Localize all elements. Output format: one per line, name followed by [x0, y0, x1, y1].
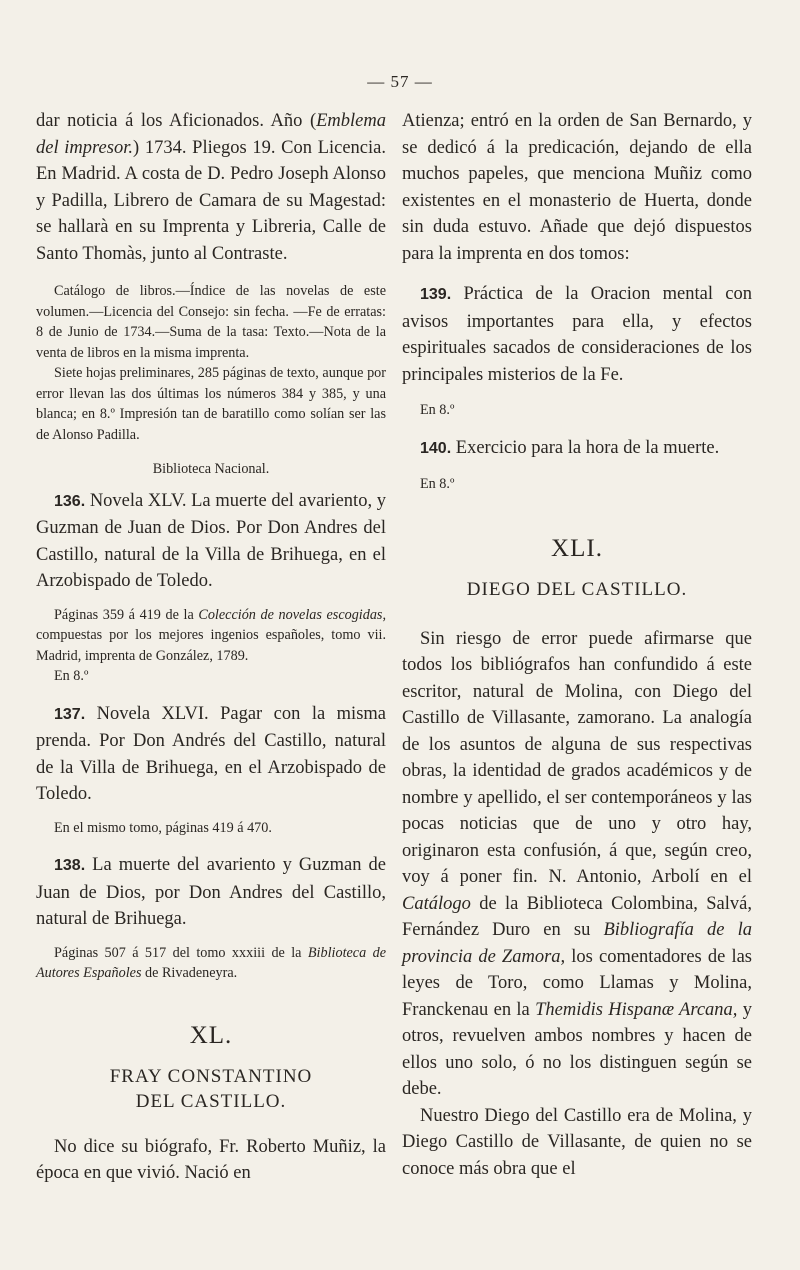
left-column: [36, 108, 386, 1187]
text-run: ) 1734. Pliegos 19. Con Licencia. En Madrid. A costa de D. Pedro Joseph Alonso y Padilla, Librero de Camara de su Magestad: se hallarà en su Imprenta y Libreria, Calle de Santo Thomàs, junto al Contraste.: [36, 137, 386, 264]
italic-run: Colección de novelas escogidas,: [198, 606, 386, 623]
paragraph: Atienza; entró en la orden de San Bernardo, y se dedicó á la predicación, dejando de ella muchos papeles, que menciona Muñiz como existentes en el monasterio de Huerta, donde sin duda estuvo. Añade que dejó dispuestos para la imprenta en dos tomos:: [402, 111, 752, 264]
italic-run: Themidis Hispanæ Arcana,: [535, 999, 738, 1020]
paragraph: Nuestro Diego del Castillo era de Molina, y Diego Castillo de Villasante, de quien no se conoce más obra que el: [402, 1105, 752, 1179]
text-run: Páginas 507 á 517 del tomo xxxiii de la: [54, 944, 308, 961]
entry-title: Exercicio para la hora de la muerte.: [455, 437, 720, 458]
paragraph: No dice su biógrafo, Fr. Roberto Muñiz, la época en que vivió. Nació en: [36, 1136, 386, 1183]
entry-139: [402, 281, 752, 388]
note-paragraph: Catálogo de libros.—Índice de las novelas de este volumen.—Licencia del Consejo: sin fecha. —Fe de erratas: 8 de Junio de 1734.—Suma de la tasa: Texto.—Nota de la venta de libros en la misma imprenta.: [36, 283, 386, 361]
text-run: de la Biblioteca Colombina, Salvá, Fernández Duro en su: [402, 893, 752, 940]
text-run: dar noticia á los Aficionados. Año (: [36, 111, 317, 131]
entry-number: 139.: [420, 286, 452, 303]
italic-run: Emblema del impresor.: [36, 111, 386, 158]
entry-137: [36, 701, 386, 808]
italic-run: Catálogo: [402, 893, 471, 914]
note-paragraph: [36, 943, 386, 984]
text-run: compuestas por los mejores ingenios españoles, tomo vii. Madrid, imprenta de González, 1789.: [36, 627, 386, 664]
entry-title: Novela XLV. La muerte del avariento, y Guzman de Juan de Dios. Por Don Andres del Castillo, natural de la Villa de Brihuega, en el Arzobispado de Toledo.: [36, 490, 386, 591]
entry-number: 136.: [54, 492, 86, 510]
text-run: y otros, revuelven ambos nombres y hacen de ellos uno solo, ó no los distinguen según se debe.: [402, 999, 752, 1099]
entry-number: 138.: [54, 857, 86, 874]
note-paragraph: Siete hojas preliminares, 285 páginas de texto, aunque por error llevan las dos últimas los números 384 y 385, y una blanca; en 8.º Impresión tan de baratillo como solían ser las de Alonso Padilla.: [36, 365, 386, 443]
entry-number: 140.: [420, 439, 452, 457]
note-paragraph: [36, 605, 386, 667]
page-number: — 57 —: [367, 72, 433, 91]
italic-run: Bibliografía de la provincia de Zamora,: [402, 920, 752, 967]
section-heading: DIEGO DEL CASTILLO.: [466, 578, 688, 600]
entry-title: Práctica de la Oracion mental con avisos importantes para ella, y efectos espirituales sacados de consideraciones de los principales misterios de la Fe.: [402, 284, 752, 385]
text-run: Sin riesgo de error puede afirmarse que todos los bibliógrafos han confundido á este escritor, natural de Molina, con Diego del Castillo de Villasante, zamorano. La analogía de los asuntos de alguna de sus respectivas obras, la identidad de grados académicos y de nombre y apellido, el ser contemporáneos y las pocas noticias que de uno y otro hay, originaron esta confusión, á que, según creo, voy á poner fin. N. Antonio, Arbolí en el: [402, 628, 752, 887]
format-note: En 8.º: [420, 402, 455, 418]
right-column: [402, 108, 752, 1182]
section-number-xli: XLI.: [551, 534, 603, 562]
entry-136: [36, 488, 386, 595]
section-heading-line1: FRAY CONSTANTINO: [109, 1065, 313, 1087]
library-note: Biblioteca Nacional.: [152, 461, 270, 477]
entry-138: [36, 852, 386, 933]
note-paragraph: En el mismo tomo, páginas 419 á 470.: [54, 819, 272, 836]
entry-title: Novela XLVI. Pagar con la misma prenda. Por Don Andrés del Castillo, natural de la Villa de Brihuega, en el Arzobispado de Toledo.: [36, 703, 386, 804]
italic-run: Biblioteca de Autores Españoles: [36, 944, 386, 981]
text-run: de Rivadeneyra.: [141, 965, 238, 981]
paragraph: [402, 626, 752, 1103]
text-run: los comentadores de las leyes de Toro, como Llamas y Molina, Franckenau en la: [402, 946, 752, 1020]
format-note: En 8.º: [54, 668, 89, 684]
section-number-xl: XL.: [189, 1021, 233, 1049]
format-note: En 8.º: [420, 476, 455, 492]
entry-title: La muerte del avariento y Guzman de Juan de Dios, por Don Andres del Castillo, natural de Brihuega.: [36, 855, 387, 929]
text-run: Páginas 359 á 419 de la: [54, 606, 199, 623]
section-heading-line2: DEL CASTILLO.: [135, 1090, 287, 1112]
entry-140: [402, 435, 752, 463]
paragraph: [36, 108, 386, 267]
entry-number: 137.: [54, 705, 86, 723]
